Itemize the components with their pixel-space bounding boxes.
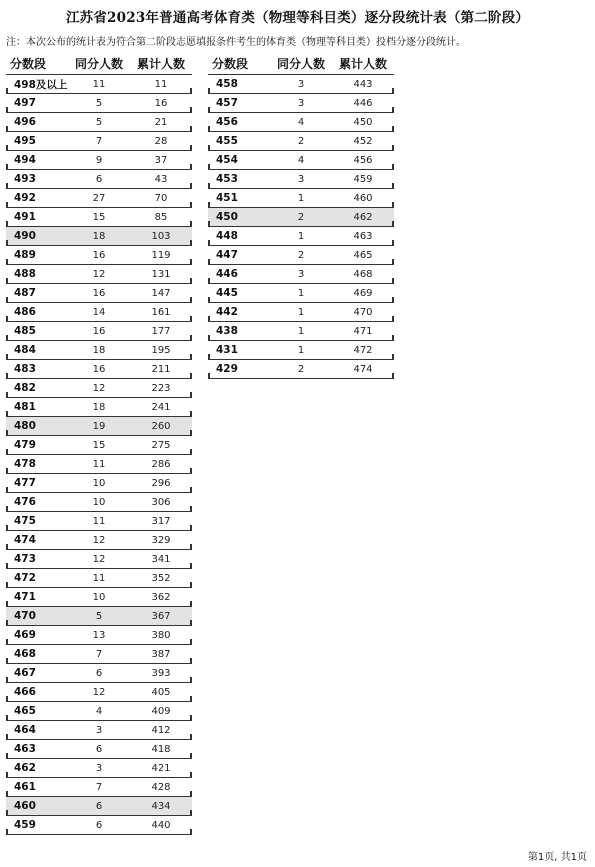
- score-cell: 450: [216, 211, 238, 223]
- cumulative-cell: 211: [151, 363, 171, 375]
- cumulative-cell: 70: [154, 192, 168, 204]
- table-row: [6, 265, 192, 284]
- score-cell: 431: [216, 344, 238, 356]
- score-cell: 459: [14, 819, 36, 831]
- score-cell: 457: [216, 97, 238, 109]
- table-row: [6, 398, 192, 417]
- cumulative-cell: 16: [154, 97, 168, 109]
- score-cell: 477: [14, 477, 36, 489]
- table-row: [6, 531, 192, 550]
- cumulative-cell: 367: [151, 610, 171, 622]
- cumulative-cell: 468: [353, 268, 373, 280]
- count-cell: 5: [95, 610, 103, 622]
- cumulative-cell: 409: [151, 705, 171, 717]
- table-row: [6, 493, 192, 512]
- table-row: [6, 132, 192, 151]
- score-cell: 491: [14, 211, 36, 223]
- cumulative-cell: 147: [151, 287, 171, 299]
- score-cell: 453: [216, 173, 238, 185]
- page-footer: 第1页, 共1页: [527, 852, 587, 863]
- table-row: [6, 702, 192, 721]
- score-cell: 496: [14, 116, 36, 128]
- cumulative-cell: 306: [151, 496, 171, 508]
- table-row: [208, 246, 394, 265]
- score-cell: 489: [14, 249, 36, 261]
- table-row: [208, 227, 394, 246]
- count-cell: 16: [92, 287, 106, 299]
- count-cell: 18: [92, 344, 106, 356]
- table-note: 注：本次公布的统计表为符合第二阶段志愿填报条件考生的体育类（物理等科目类）投档分逐分段统计。: [6, 37, 466, 48]
- score-cell: 464: [14, 724, 36, 736]
- score-cell: 488: [14, 268, 36, 280]
- score-cell: 490: [14, 230, 36, 242]
- table-row: [6, 455, 192, 474]
- score-table-right: [208, 52, 394, 379]
- score-cell: 495: [14, 135, 36, 147]
- cumulative-cell: 440: [151, 819, 171, 831]
- table-row: [208, 341, 394, 360]
- table-row: [208, 151, 394, 170]
- table-row: [6, 512, 192, 531]
- cumulative-cell: 195: [151, 344, 171, 356]
- count-cell: 15: [92, 439, 106, 451]
- score-cell: 498及以上: [14, 78, 68, 91]
- table-row: [6, 151, 192, 170]
- table-row: [6, 645, 192, 664]
- cumulative-cell: 275: [151, 439, 171, 451]
- score-table-left: [6, 52, 192, 835]
- count-cell: 6: [95, 819, 103, 831]
- count-cell: 3: [95, 724, 103, 736]
- cumulative-cell: 317: [151, 515, 171, 527]
- count-cell: 12: [92, 686, 106, 698]
- cumulative-cell: 474: [353, 363, 373, 375]
- score-cell: 456: [216, 116, 238, 128]
- page-title: 江苏省2023年普通高考体育类（物理等科目类）逐分段统计表（第二阶段）: [65, 10, 530, 26]
- table-body-right: [208, 75, 394, 379]
- table-row: [6, 379, 192, 398]
- score-cell: 487: [14, 287, 36, 299]
- score-cell: 462: [14, 762, 36, 774]
- count-cell: 6: [95, 173, 103, 185]
- cumulative-cell: 103: [151, 230, 171, 242]
- count-cell: 4: [297, 154, 305, 166]
- cumulative-cell: 393: [151, 667, 171, 679]
- count-cell: 1: [297, 344, 305, 356]
- count-cell: 6: [95, 743, 103, 755]
- cumulative-cell: 471: [353, 325, 373, 337]
- count-cell: 15: [92, 211, 106, 223]
- count-cell: 10: [92, 496, 106, 508]
- table-row: [6, 227, 192, 246]
- count-cell: 7: [95, 135, 103, 147]
- score-cell: 470: [14, 610, 36, 622]
- count-cell: 11: [92, 515, 106, 527]
- header-cumulative: 累计人数: [136, 56, 185, 71]
- count-cell: 2: [297, 249, 305, 261]
- table-row: [208, 75, 394, 94]
- cumulative-cell: 241: [151, 401, 171, 413]
- score-cell: 442: [216, 306, 238, 318]
- score-cell: 494: [14, 154, 36, 166]
- count-cell: 16: [92, 249, 106, 261]
- table-row: [6, 113, 192, 132]
- cumulative-cell: 260: [151, 420, 171, 432]
- table-row: [208, 303, 394, 322]
- cumulative-cell: 296: [151, 477, 171, 489]
- cumulative-cell: 387: [151, 648, 171, 660]
- table-row: [6, 284, 192, 303]
- cumulative-cell: 452: [353, 135, 373, 147]
- table-row: [6, 360, 192, 379]
- score-cell: 486: [14, 306, 36, 318]
- count-cell: 1: [297, 325, 305, 337]
- score-cell: 482: [14, 382, 36, 394]
- cumulative-cell: 341: [151, 553, 171, 565]
- count-cell: 5: [95, 97, 103, 109]
- table-row: [6, 683, 192, 702]
- score-cell: 460: [14, 800, 36, 812]
- count-cell: 12: [92, 382, 106, 394]
- table-row: [6, 436, 192, 455]
- score-cell: 493: [14, 173, 36, 185]
- table-body-left: [6, 75, 192, 835]
- table-row: [208, 94, 394, 113]
- cumulative-cell: 11: [154, 78, 168, 90]
- header-same-count: 同分人数: [276, 56, 325, 71]
- table-row: [6, 626, 192, 645]
- table-row: [6, 208, 192, 227]
- count-cell: 3: [297, 97, 305, 109]
- count-cell: 6: [95, 800, 103, 812]
- score-cell: 451: [216, 192, 238, 204]
- cumulative-cell: 450: [353, 116, 373, 128]
- count-cell: 2: [297, 363, 305, 375]
- count-cell: 2: [297, 211, 305, 223]
- score-cell: 483: [14, 363, 36, 375]
- cumulative-cell: 470: [353, 306, 373, 318]
- count-cell: 16: [92, 325, 106, 337]
- table-row: [6, 303, 192, 322]
- table-row: [208, 132, 394, 151]
- cumulative-cell: 119: [151, 249, 171, 261]
- table-row: [6, 721, 192, 740]
- score-cell: 468: [14, 648, 36, 660]
- cumulative-cell: 161: [151, 306, 171, 318]
- score-cell: 471: [14, 591, 36, 603]
- table-row: [6, 170, 192, 189]
- table-row: [208, 360, 394, 379]
- cumulative-cell: 43: [154, 173, 168, 185]
- count-cell: 11: [92, 78, 106, 90]
- score-cell: 472: [14, 572, 36, 584]
- score-cell: 454: [216, 154, 238, 166]
- score-cell: 475: [14, 515, 36, 527]
- table-header: [208, 52, 394, 75]
- table-row: [6, 417, 192, 436]
- cumulative-cell: 446: [353, 97, 373, 109]
- count-cell: 6: [95, 667, 103, 679]
- cumulative-cell: 459: [353, 173, 373, 185]
- cumulative-cell: 131: [151, 268, 171, 280]
- score-cell: 469: [14, 629, 36, 641]
- score-cell: 497: [14, 97, 36, 109]
- score-cell: 485: [14, 325, 36, 337]
- count-cell: 12: [92, 268, 106, 280]
- count-cell: 1: [297, 287, 305, 299]
- count-cell: 9: [95, 154, 103, 166]
- count-cell: 1: [297, 192, 305, 204]
- count-cell: 27: [92, 192, 106, 204]
- count-cell: 18: [92, 230, 106, 242]
- score-cell: 481: [14, 401, 36, 413]
- table-row: [6, 474, 192, 493]
- cumulative-cell: 421: [151, 762, 171, 774]
- cumulative-cell: 352: [151, 572, 171, 584]
- table-row: [6, 759, 192, 778]
- table-row: [6, 588, 192, 607]
- score-cell: 463: [14, 743, 36, 755]
- score-cell: 446: [216, 268, 238, 280]
- cumulative-cell: 456: [353, 154, 373, 166]
- table-row: [6, 246, 192, 265]
- count-cell: 14: [92, 306, 106, 318]
- score-cell: 474: [14, 534, 36, 546]
- table-header: [6, 52, 192, 75]
- cumulative-cell: 37: [154, 154, 168, 166]
- table-row: [6, 797, 192, 816]
- count-cell: 2: [297, 135, 305, 147]
- score-cell: 447: [216, 249, 238, 261]
- cumulative-cell: 362: [151, 591, 171, 603]
- count-cell: 12: [92, 553, 106, 565]
- score-cell: 461: [14, 781, 36, 793]
- count-cell: 11: [92, 572, 106, 584]
- cumulative-cell: 460: [353, 192, 373, 204]
- count-cell: 10: [92, 591, 106, 603]
- table-row: [208, 322, 394, 341]
- count-cell: 7: [95, 648, 103, 660]
- score-cell: 492: [14, 192, 36, 204]
- count-cell: 16: [92, 363, 106, 375]
- cumulative-cell: 286: [151, 458, 171, 470]
- table-row: [208, 113, 394, 132]
- score-cell: 480: [14, 420, 36, 432]
- count-cell: 5: [95, 116, 103, 128]
- score-cell: 476: [14, 496, 36, 508]
- cumulative-cell: 462: [353, 211, 373, 223]
- table-row: [6, 607, 192, 626]
- table-row: [6, 740, 192, 759]
- count-cell: 3: [95, 762, 103, 774]
- count-cell: 3: [297, 78, 305, 90]
- score-cell: 473: [14, 553, 36, 565]
- header-cumulative: 累计人数: [338, 56, 387, 71]
- score-cell: 429: [216, 363, 238, 375]
- cumulative-cell: 28: [154, 135, 168, 147]
- table-row: [6, 664, 192, 683]
- header-score-range: 分数段: [212, 56, 249, 71]
- count-cell: 3: [297, 173, 305, 185]
- score-cell: 455: [216, 135, 238, 147]
- cumulative-cell: 177: [151, 325, 171, 337]
- header-score-range: 分数段: [10, 56, 47, 71]
- cumulative-cell: 443: [353, 78, 373, 90]
- table-row: [6, 322, 192, 341]
- header-same-count: 同分人数: [74, 56, 123, 71]
- cumulative-cell: 465: [353, 249, 373, 261]
- table-row: [208, 208, 394, 227]
- count-cell: 4: [95, 705, 103, 717]
- count-cell: 19: [92, 420, 106, 432]
- table-row: [6, 569, 192, 588]
- score-cell: 465: [14, 705, 36, 717]
- count-cell: 1: [297, 230, 305, 242]
- cumulative-cell: 412: [151, 724, 171, 736]
- score-cell: 438: [216, 325, 238, 337]
- score-cell: 466: [14, 686, 36, 698]
- cumulative-cell: 472: [353, 344, 373, 356]
- score-cell: 445: [216, 287, 238, 299]
- cumulative-cell: 329: [151, 534, 171, 546]
- table-row: [208, 170, 394, 189]
- cumulative-cell: 428: [151, 781, 171, 793]
- cumulative-cell: 463: [353, 230, 373, 242]
- table-row: [208, 284, 394, 303]
- score-cell: 467: [14, 667, 36, 679]
- table-row: [6, 550, 192, 569]
- score-cell: 484: [14, 344, 36, 356]
- table-row: [6, 75, 192, 94]
- cumulative-cell: 469: [353, 287, 373, 299]
- score-cell: 478: [14, 458, 36, 470]
- cumulative-cell: 380: [151, 629, 171, 641]
- count-cell: 10: [92, 477, 106, 489]
- table-row: [6, 94, 192, 113]
- table-row: [6, 341, 192, 360]
- score-cell: 479: [14, 439, 36, 451]
- count-cell: 1: [297, 306, 305, 318]
- count-cell: 12: [92, 534, 106, 546]
- table-row: [6, 778, 192, 797]
- cumulative-cell: 405: [151, 686, 171, 698]
- cumulative-cell: 434: [151, 800, 171, 812]
- count-cell: 18: [92, 401, 106, 413]
- count-cell: 7: [95, 781, 103, 793]
- cumulative-cell: 85: [154, 211, 168, 223]
- count-cell: 4: [297, 116, 305, 128]
- table-row: [6, 189, 192, 208]
- count-cell: 13: [92, 629, 106, 641]
- table-row: [208, 265, 394, 284]
- table-row: [208, 189, 394, 208]
- table-row: [6, 816, 192, 835]
- score-cell: 448: [216, 230, 238, 242]
- count-cell: 3: [297, 268, 305, 280]
- cumulative-cell: 418: [151, 743, 171, 755]
- cumulative-cell: 21: [154, 116, 168, 128]
- score-cell: 458: [216, 78, 238, 90]
- count-cell: 11: [92, 458, 106, 470]
- cumulative-cell: 223: [151, 382, 171, 394]
